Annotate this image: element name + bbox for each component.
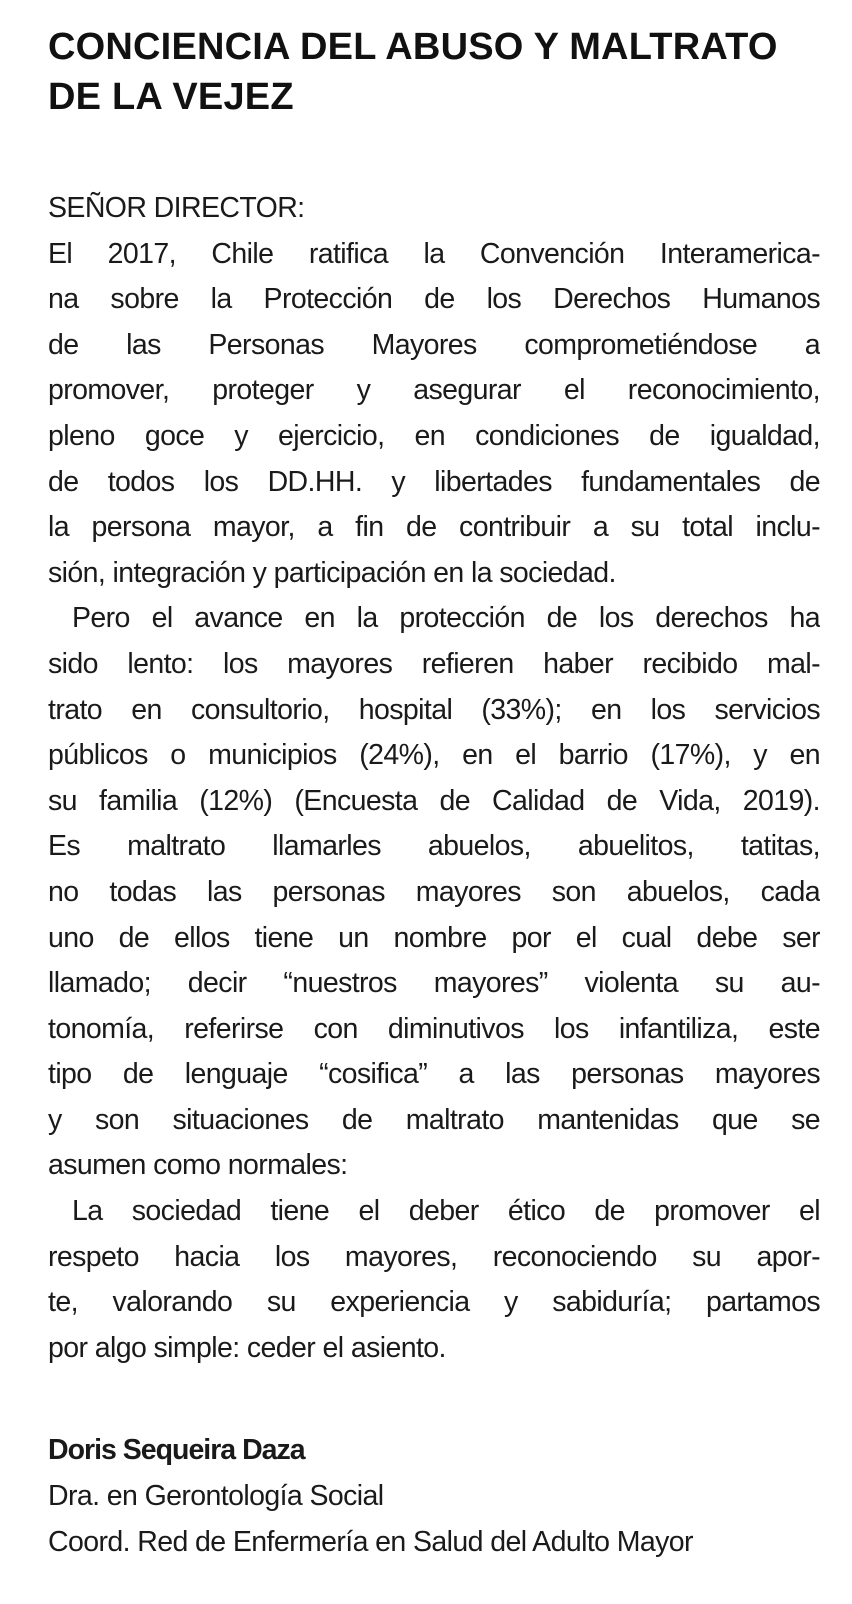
- text-line: llamado; decir “nuestros mayores” violenta su au-: [48, 967, 820, 1000]
- text-line: respeto hacia los mayores, reconociendo su apor-: [48, 1240, 820, 1273]
- text-line: su familia (12%) (Encuesta de Calidad de Vida, 2019).: [48, 784, 820, 817]
- text-line: tipo de lenguaje “cosifica” a las personas mayores: [48, 1058, 820, 1091]
- headline-line-2: DE LA VEJEZ: [48, 76, 294, 118]
- text-line: no todas las personas mayores son abuelos, cada: [48, 875, 820, 908]
- text-line: na sobre la Protección de los Derechos Humanos: [48, 283, 820, 316]
- salutation: SEÑOR DIRECTOR:: [48, 192, 305, 224]
- text-line: por algo simple: ceder el asiento.: [48, 1331, 446, 1364]
- text-line: de todos los DD.HH. y libertades fundamentales de: [48, 465, 820, 498]
- signature-block: [48, 1427, 820, 1565]
- text-line: la persona mayor, a fin de contribuir a su total inclu-: [48, 511, 820, 544]
- author-title: Dra. en Gerontología Social: [48, 1480, 384, 1513]
- text-line: pleno goce y ejercicio, en condiciones de igualdad,: [48, 419, 820, 452]
- text-line: Es maltrato llamarles abuelos, abuelitos, tatitas,: [48, 830, 820, 863]
- letter-page: [48, 22, 820, 1565]
- headline-line-1: CONCIENCIA DEL ABUSO Y MALTRATO: [48, 26, 778, 68]
- text-line: promover, proteger y asegurar el reconocimiento,: [48, 374, 820, 407]
- text-line: La sociedad tiene el deber ético de promover el: [72, 1195, 820, 1228]
- author-name: Doris Sequeira Daza: [48, 1434, 305, 1467]
- text-line: sión, integración y participación en la sociedad.: [48, 556, 616, 589]
- text-line: tonomía, referirse con diminutivos los infantiliza, este: [48, 1012, 820, 1045]
- text-line: te, valorando su experiencia y sabiduría; partamos: [48, 1286, 820, 1319]
- paragraph-1: [48, 232, 820, 597]
- letter-body: [48, 186, 820, 1371]
- text-line: y son situaciones de maltrato mantenidas que se: [48, 1103, 820, 1136]
- headline: [48, 22, 820, 122]
- paragraph-3: [48, 1189, 820, 1371]
- text-line: trato en consultorio, hospital (33%); en los servicios: [48, 693, 820, 726]
- text-line: uno de ellos tiene un nombre por el cual debe ser: [48, 921, 820, 954]
- author-role: Coord. Red de Enfermería en Salud del Adulto Mayor: [48, 1526, 693, 1559]
- text-line: de las Personas Mayores comprometiéndose a: [48, 328, 820, 361]
- text-line: Pero el avance en la protección de los derechos ha: [72, 602, 820, 635]
- text-line: asumen como normales:: [48, 1149, 348, 1182]
- text-line: El 2017, Chile ratifica la Convención Interamerica-: [48, 237, 820, 270]
- text-line: sido lento: los mayores refieren haber recibido mal-: [48, 647, 820, 680]
- paragraph-2: [48, 596, 820, 1189]
- text-line: públicos o municipios (24%), en el barrio (17%), y en: [48, 739, 820, 772]
